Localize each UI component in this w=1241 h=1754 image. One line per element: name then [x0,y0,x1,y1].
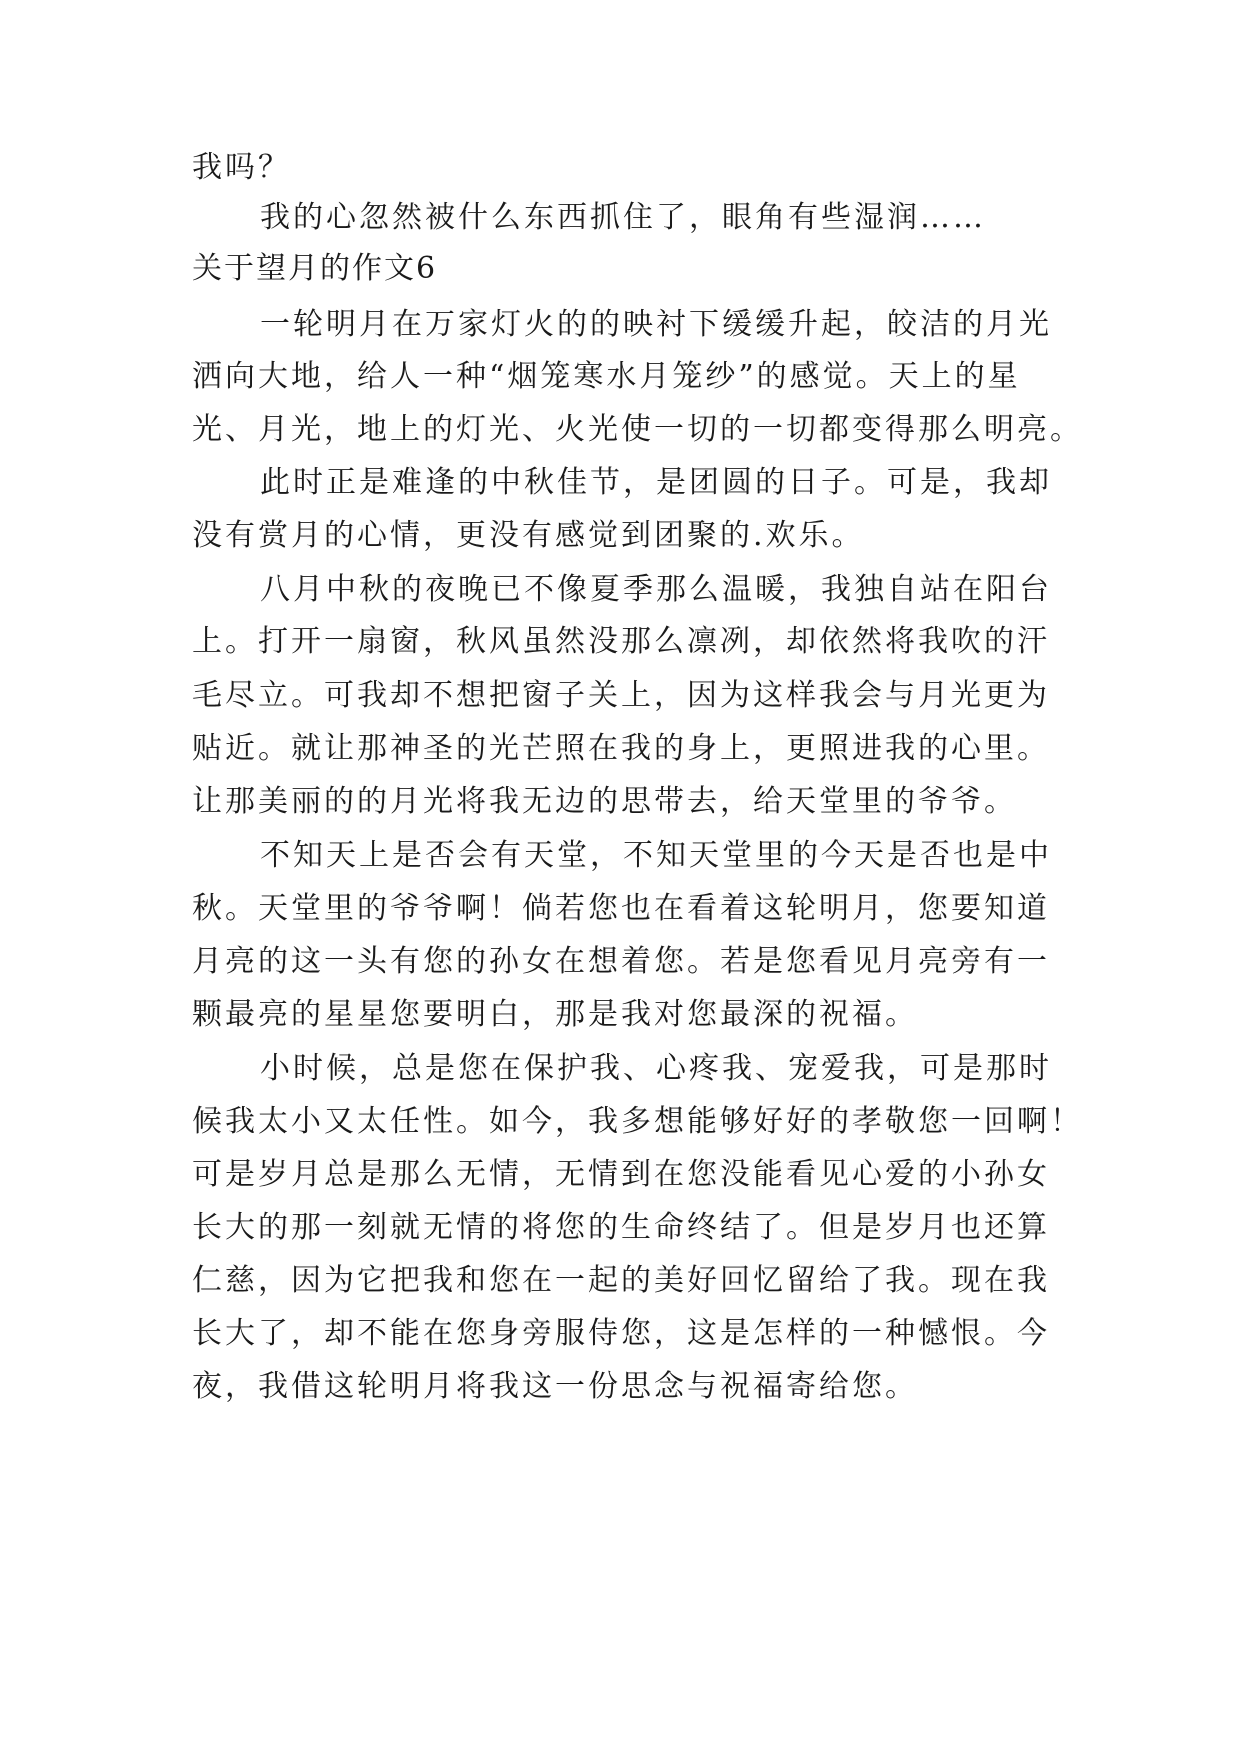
text-line: 候我太小又太任性。如今，我多想能够好好的孝敬您一回啊！ [192,1104,1083,1139]
text-line: 月亮的这一头有您的孙女在想着您。若是您看见月亮旁有一 [192,944,1050,979]
text-line: 我吗？ [192,150,291,185]
text-line: 长大了，却不能在您身旁服侍您，这是怎样的一种憾恨。今 [192,1316,1050,1351]
paragraph-first-line: 我的心忽然被什么东西抓住了，眼角有些湿润…… [260,200,986,235]
text-line: 可是岁月总是那么无情，无情到在您没能看见心爱的小孙女 [192,1157,1050,1192]
text-line: 仁慈，因为它把我和您在一起的美好回忆留给了我。现在我 [192,1263,1050,1298]
text-line: 夜，我借这轮明月将我这一份思念与祝福寄给您。 [192,1369,918,1404]
text-line: 贴近。就让那神圣的光芒照在我的身上，更照进我的心里。 [192,731,1050,766]
paragraph-first-line: 此时正是难逢的中秋佳节，是团圆的日子。可是，我却 [260,465,1052,500]
text-line: 毛尽立。可我却不想把窗子关上，因为这样我会与月光更为 [192,678,1050,713]
text-line: 没有赏月的心情，更没有感觉到团聚的.欢乐。 [192,518,865,553]
section-heading: 关于望月的作文6 [192,251,438,286]
text-line: 光、月光，地上的灯光、火光使一切的一切都变得那么明亮。 [192,412,1083,447]
paragraph-first-line: 小时候，总是您在保护我、心疼我、宠爱我，可是那时 [260,1051,1052,1086]
text-line: 上。打开一扇窗，秋风虽然没那么凛冽，却依然将我吹的汗 [192,624,1050,659]
paragraph-first-line: 八月中秋的夜晚已不像夏季那么温暖，我独自站在阳台 [260,572,1052,607]
text-line: 洒向大地，给人一种“烟笼寒水月笼纱”的感觉。天上的星 [192,359,1021,394]
paragraph-first-line: 一轮明月在万家灯火的的映衬下缓缓升起，皎洁的月光 [260,307,1052,342]
text-line: 让那美丽的的月光将我无边的思带去，给天堂里的爷爷。 [192,784,1017,819]
text-line: 秋。天堂里的爷爷啊！倘若您也在看着这轮明月，您要知道 [192,891,1050,926]
paragraph-first-line: 不知天上是否会有天堂，不知天堂里的今天是否也是中 [260,838,1052,873]
text-line: 长大的那一刻就无情的将您的生命终结了。但是岁月也还算 [192,1210,1050,1245]
text-line: 颗最亮的星星您要明白，那是我对您最深的祝福。 [192,997,918,1032]
document-page [192,0,1083,1754]
